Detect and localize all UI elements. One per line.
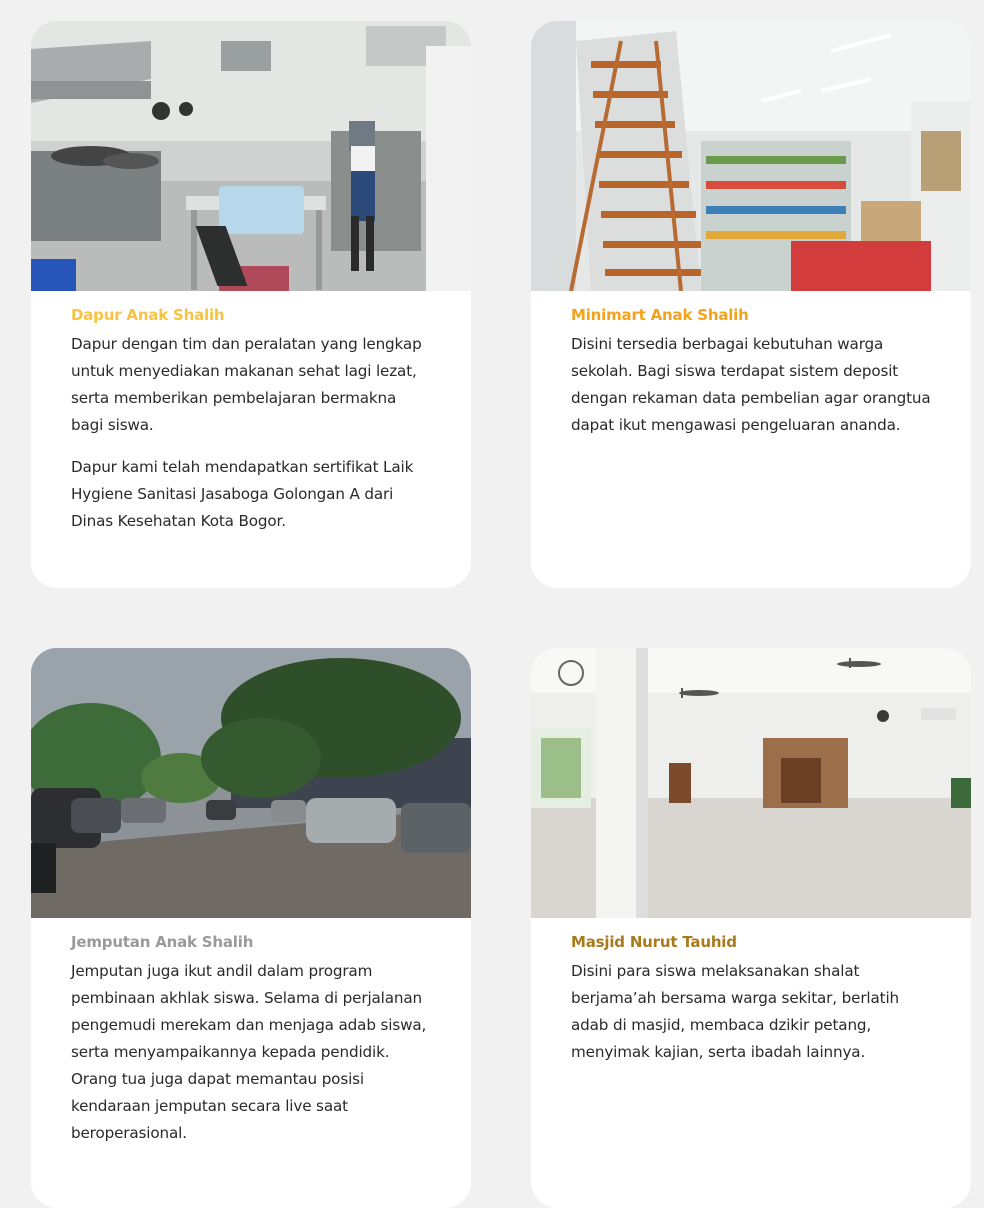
facility-card-jemputan — [31, 648, 471, 1208]
card-description: Dapur dengan tim dan peralatan yang lengkap untuk menyediakan makanan sehat lagi lezat, serta memberikan pembelajaran bermakna bagi siswa. — [71, 335, 422, 434]
facility-card-kitchen — [31, 21, 471, 588]
card-description: Jemputan juga ikut andil dalam program pembinaan akhlak siswa. Selama di perjalanan pengemudi merekam dan menjaga adab siswa, serta menyampaikannya kepada pendidik. Orang tua juga dapat memantau posisi kendaraan jemputan secara live saat beroperasional. — [71, 962, 427, 1142]
facility-card-masjid — [531, 648, 971, 1208]
card-title: Minimart Anak Shalih — [571, 306, 749, 324]
card-description: Disini para siswa melaksanakan shalat berjama’ah bersama warga sekitar, berlatih adab di masjid, membaca dzikir petang, menyimak kajian, serta ibadah lainnya. — [571, 962, 899, 1061]
card-description: Dapur kami telah mendapatkan sertifikat Laik Hygiene Sanitasi Jasaboga Golongan A dari Dinas Kesehatan Kota Bogor. — [71, 458, 414, 530]
facility-card-minimart — [531, 21, 971, 588]
minimart-photo — [531, 21, 971, 291]
card-title: Dapur Anak Shalih — [71, 306, 225, 324]
masjid-photo — [531, 648, 971, 918]
card-title: Jemputan Anak Shalih — [71, 933, 254, 951]
card-description: Disini tersedia berbagai kebutuhan warga sekolah. Bagi siswa terdapat sistem deposit dengan rekaman data pembelian agar orangtua dapat ikut mengawasi pengeluaran ananda. — [571, 335, 931, 434]
jemputan-photo — [31, 648, 471, 918]
kitchen-photo — [31, 21, 471, 291]
card-title: Masjid Nurut Tauhid — [571, 933, 737, 951]
